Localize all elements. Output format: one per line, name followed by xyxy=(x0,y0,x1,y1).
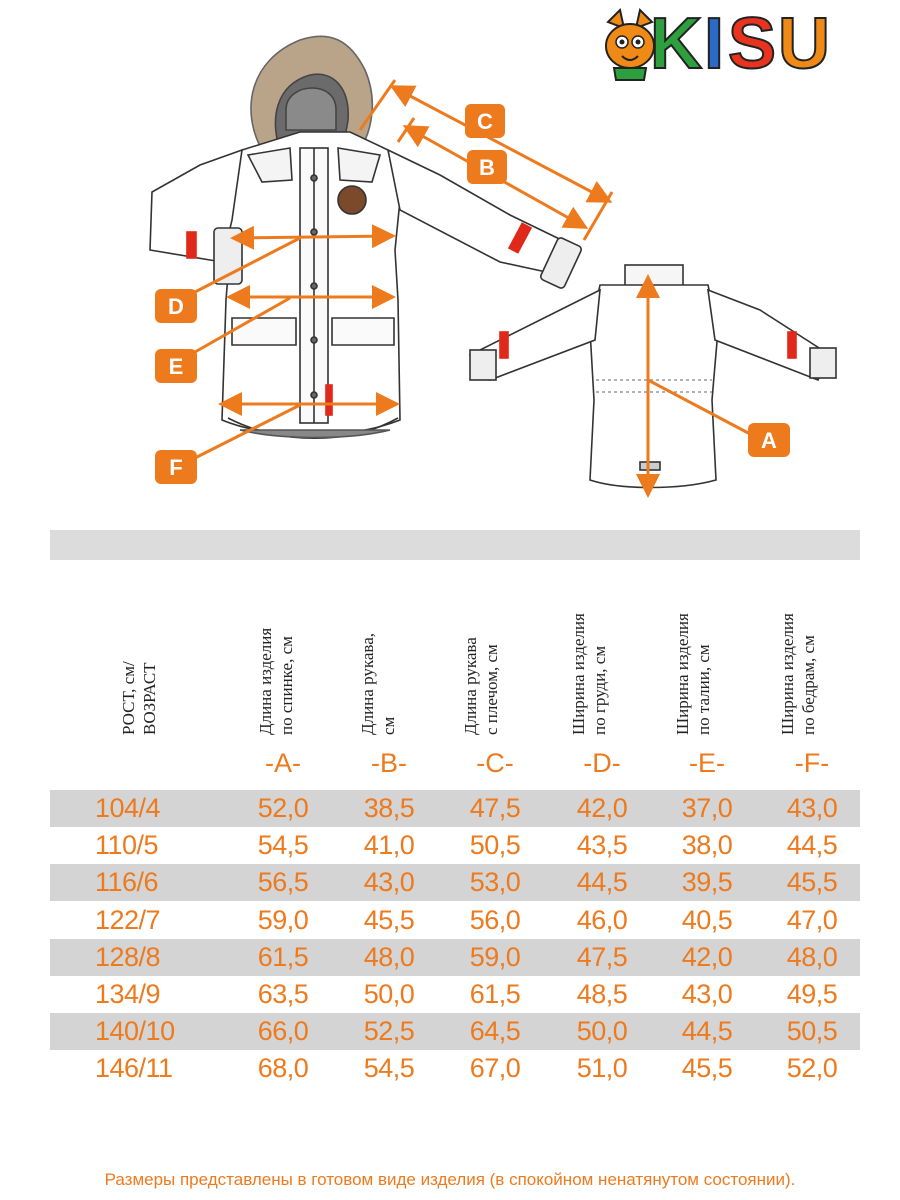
measurement-cell: 39,5 xyxy=(681,867,733,898)
column-header-line: по груди, см xyxy=(590,645,609,735)
label-c xyxy=(465,104,505,138)
column-header-line: по талии, см xyxy=(694,644,713,735)
size-age-cell: 110/5 xyxy=(95,830,159,861)
label-a xyxy=(748,423,790,457)
column-header-line: см xyxy=(379,716,398,735)
column-header-label xyxy=(357,565,399,735)
measurement-cell: 47,5 xyxy=(576,941,628,972)
measurement-cell: 44,5 xyxy=(681,1016,733,1047)
column-header xyxy=(672,565,792,740)
column-header-label xyxy=(255,565,297,735)
size-age-cell: 140/10 xyxy=(95,1016,175,1047)
column-header xyxy=(460,565,580,740)
logo-letter-k: K xyxy=(650,4,702,84)
measurement-cell: 54,5 xyxy=(363,1053,415,1084)
jacket-measurement-diagram xyxy=(0,0,900,520)
measurement-cell: 38,0 xyxy=(681,830,733,861)
column-header-line: по спинке, см xyxy=(277,636,296,735)
measurement-cell: 45,5 xyxy=(681,1053,733,1084)
column-header-label xyxy=(568,565,610,735)
measurement-cell: 67,0 xyxy=(469,1053,521,1084)
measurement-cell: 44,5 xyxy=(576,867,628,898)
measurement-cell: 64,5 xyxy=(469,1016,521,1047)
table-title-bar xyxy=(50,530,860,560)
measurement-cell: 59,0 xyxy=(257,904,309,935)
table-row xyxy=(50,1013,860,1050)
measurement-cell: 56,0 xyxy=(469,904,521,935)
measurement-cell: 43,0 xyxy=(786,793,838,823)
measurement-cell: 48,0 xyxy=(786,941,838,972)
measurement-cell: 49,5 xyxy=(786,979,838,1009)
column-header-label xyxy=(460,565,502,735)
measurement-cell: 52,0 xyxy=(257,793,309,823)
size-age-cell: 116/6 xyxy=(95,867,159,898)
logo-letter-s: S xyxy=(728,4,777,84)
footnote: Размеры представлены в готовом виде изделия (в спокойном ненатянутом состоянии). xyxy=(104,1170,796,1189)
column-header-line: Ширина изделия xyxy=(673,613,692,735)
measurement-cell: 38,5 xyxy=(363,793,415,823)
measurement-cell: 63,5 xyxy=(257,979,309,1009)
svg-text:E: E xyxy=(168,354,184,379)
column-header-line: РОСТ, см/ xyxy=(119,661,138,735)
measurement-cell: 52,5 xyxy=(363,1016,415,1047)
column-header-label xyxy=(672,565,714,735)
column-header-line: Ширина изделия xyxy=(569,613,588,735)
column-letter: -B- xyxy=(371,748,407,778)
column-header xyxy=(568,565,688,740)
size-age-cell: 128/8 xyxy=(95,941,161,972)
measurement-cell: 43,5 xyxy=(576,830,628,861)
measurement-cell: 56,5 xyxy=(257,867,309,898)
label-f xyxy=(155,450,197,484)
column-header-line: Длина рукава, xyxy=(358,633,377,735)
measurement-cell: 40,5 xyxy=(681,904,733,935)
measurement-cell: 47,5 xyxy=(469,793,521,823)
measurement-cell: 50,5 xyxy=(469,830,521,861)
label-e xyxy=(155,349,197,383)
table-row xyxy=(50,902,860,939)
column-letter: -E- xyxy=(689,748,725,778)
svg-text:A: A xyxy=(761,428,777,453)
measurement-cell: 61,5 xyxy=(469,979,521,1009)
measurement-cell: 59,0 xyxy=(469,941,521,972)
measurement-cell: 37,0 xyxy=(681,793,733,823)
column-header-line: Длина рукава xyxy=(461,637,480,735)
size-age-cell: 134/9 xyxy=(95,979,161,1009)
measurement-cell: 50,5 xyxy=(786,1016,838,1047)
measurement-cell: 48,0 xyxy=(363,941,415,972)
size-age-cell: 146/11 xyxy=(95,1053,173,1084)
measurement-cell: 51,0 xyxy=(576,1053,628,1084)
svg-text:C: C xyxy=(477,109,493,134)
column-letter: -A- xyxy=(265,748,301,778)
table-row xyxy=(50,1050,860,1087)
column-header xyxy=(118,565,238,740)
svg-text:F: F xyxy=(169,455,183,480)
logo-letter-i: I xyxy=(704,4,725,84)
measurement-cell: 54,5 xyxy=(257,830,309,861)
measurement-cell: 42,0 xyxy=(681,941,733,972)
column-header-line: Длина изделия xyxy=(256,627,275,735)
measurement-cell: 46,0 xyxy=(576,904,628,935)
table-row xyxy=(50,790,860,827)
measurement-cell: 48,5 xyxy=(576,979,628,1009)
column-header-label xyxy=(118,565,160,735)
measurement-cell: 43,0 xyxy=(681,979,733,1009)
label-d xyxy=(155,289,197,323)
measurement-cell: 45,5 xyxy=(786,867,838,898)
column-letter: -C- xyxy=(476,748,514,778)
column-header-label xyxy=(777,565,819,735)
svg-text:D: D xyxy=(168,294,184,319)
column-header-line: с плечом, см xyxy=(482,644,501,735)
size-age-cell: 104/4 xyxy=(95,793,161,823)
table-row xyxy=(50,864,860,901)
table-row xyxy=(50,976,860,1013)
svg-text:B: B xyxy=(479,155,495,180)
column-letter: -D- xyxy=(583,748,621,778)
column-header-line: ВОЗРАСТ xyxy=(140,662,159,735)
column-header xyxy=(357,565,477,740)
measurement-cell: 52,0 xyxy=(786,1053,838,1084)
measurement-cell: 53,0 xyxy=(469,867,521,898)
table-row xyxy=(50,827,860,864)
measurement-cell: 41,0 xyxy=(363,830,415,861)
label-b xyxy=(467,150,507,184)
measurement-cell: 44,5 xyxy=(786,830,838,861)
measurement-cell: 66,0 xyxy=(257,1016,309,1047)
measurement-cell: 61,5 xyxy=(257,941,309,972)
column-header xyxy=(777,565,897,740)
measurement-cell: 68,0 xyxy=(257,1053,309,1084)
table-row xyxy=(50,939,860,976)
size-age-cell: 122/7 xyxy=(95,904,161,935)
logo-letter-u: U xyxy=(778,4,830,84)
measurement-cell: 43,0 xyxy=(363,867,415,898)
measurement-cell: 42,0 xyxy=(576,793,628,823)
column-header-line: Ширина изделия xyxy=(778,613,797,735)
measurement-cell: 45,5 xyxy=(363,904,415,935)
measurement-cell: 50,0 xyxy=(363,979,415,1009)
column-letter: -F- xyxy=(794,748,830,778)
column-header-line: по бедрам, см xyxy=(799,635,818,735)
measurement-cell: 50,0 xyxy=(576,1016,628,1047)
measurement-cell: 47,0 xyxy=(786,904,838,935)
